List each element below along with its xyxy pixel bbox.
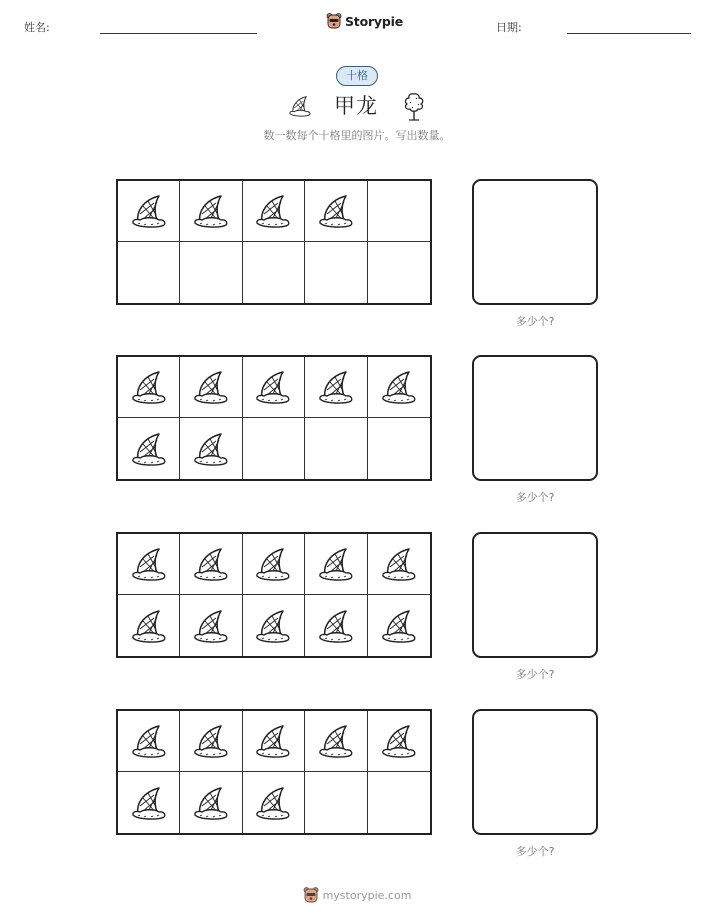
instructions: 数一数每个十格里的图片。写出数量。 (263, 129, 451, 142)
ten-frame-cell (305, 772, 367, 833)
ten-frame-cell (368, 418, 430, 479)
ten-frame-cell (180, 772, 242, 833)
ankylosaurus-spike-icon (253, 784, 293, 822)
ten-frame-cell (305, 418, 367, 479)
ten-frame-cell (305, 711, 367, 772)
ten-frame-cell (368, 534, 430, 595)
ankylosaurus-spike-icon (191, 368, 231, 406)
ankylosaurus-spike-icon (316, 192, 356, 230)
bear-logo-icon (303, 886, 319, 904)
ten-frame-cell (118, 534, 180, 595)
footer (0, 886, 714, 904)
ten-frame (116, 709, 432, 835)
ten-frame-cell (305, 181, 367, 242)
name-field[interactable] (100, 33, 257, 34)
how-many-label: 多少个? (515, 491, 555, 504)
ankylosaurus-spike-icon (253, 607, 293, 645)
how-many-label: 多少个? (515, 668, 555, 681)
ankylosaurus-spike-icon (316, 722, 356, 760)
ten-frame-cell (118, 181, 180, 242)
ten-frame-cell (118, 418, 180, 479)
date-field[interactable] (567, 33, 691, 34)
how-many-label: 多少个? (515, 845, 555, 858)
ten-frame-cell (118, 711, 180, 772)
ten-frame-cell (243, 711, 305, 772)
ankylosaurus-spike-icon (191, 722, 231, 760)
ten-frame-cell (243, 181, 305, 242)
ten-frame-cell (118, 242, 180, 303)
ankylosaurus-spike-icon (129, 192, 169, 230)
ankylosaurus-spike-icon (129, 545, 169, 583)
ten-frame (116, 532, 432, 658)
tree-icon (400, 91, 428, 122)
ankylosaurus-spike-icon (191, 430, 231, 468)
ten-frame-cell (180, 242, 242, 303)
ankylosaurus-spike-icon (316, 545, 356, 583)
answer-box[interactable] (472, 709, 598, 835)
ankylosaurus-spike-icon (129, 784, 169, 822)
ankylosaurus-spike-icon (316, 607, 356, 645)
ten-frame-cell (180, 181, 242, 242)
ten-frame-cell (180, 418, 242, 479)
answer-box[interactable] (472, 179, 598, 305)
ten-frame-cell (180, 357, 242, 418)
bear-logo-icon (326, 12, 342, 30)
how-many-label: 多少个? (515, 315, 555, 328)
ankylosaurus-spike-icon (287, 94, 313, 118)
ankylosaurus-spike-icon (191, 192, 231, 230)
ten-frame-cell (243, 357, 305, 418)
ankylosaurus-spike-icon (379, 545, 419, 583)
answer-box[interactable] (472, 355, 598, 481)
ten-frame-cell (368, 181, 430, 242)
ankylosaurus-spike-icon (191, 545, 231, 583)
ankylosaurus-spike-icon (379, 722, 419, 760)
ten-frame-cell (243, 772, 305, 833)
ten-frame-cell (305, 242, 367, 303)
ten-frame-cell (243, 595, 305, 656)
ten-frame-cell (368, 595, 430, 656)
ankylosaurus-spike-icon (191, 784, 231, 822)
ten-frame-cell (243, 418, 305, 479)
ten-frame-cell (118, 357, 180, 418)
brand (326, 12, 403, 30)
ten-frame-cell (180, 595, 242, 656)
page-title: 甲龙 (334, 94, 378, 118)
ten-frame-cell (305, 357, 367, 418)
ankylosaurus-spike-icon (129, 722, 169, 760)
ten-frame-cell (180, 534, 242, 595)
ten-frame-cell (305, 595, 367, 656)
ten-frame-cell (180, 711, 242, 772)
ankylosaurus-spike-icon (253, 722, 293, 760)
answer-box[interactable] (472, 532, 598, 658)
worksheet-badge: 十格 (336, 66, 378, 86)
ankylosaurus-spike-icon (129, 430, 169, 468)
name-label: 姓名: (24, 21, 50, 34)
ankylosaurus-spike-icon (316, 368, 356, 406)
ten-frame-cell (368, 711, 430, 772)
ankylosaurus-spike-icon (379, 368, 419, 406)
ten-frame (116, 355, 432, 481)
ankylosaurus-spike-icon (253, 368, 293, 406)
ankylosaurus-spike-icon (379, 607, 419, 645)
date-label: 日期: (496, 21, 522, 34)
ankylosaurus-spike-icon (253, 545, 293, 583)
ten-frame-cell (368, 242, 430, 303)
ten-frame-cell (243, 242, 305, 303)
ankylosaurus-spike-icon (191, 607, 231, 645)
ten-frame-cell (118, 595, 180, 656)
ankylosaurus-spike-icon (129, 607, 169, 645)
ankylosaurus-spike-icon (129, 368, 169, 406)
ten-frame-cell (243, 534, 305, 595)
ten-frame (116, 179, 432, 305)
ten-frame-cell (368, 772, 430, 833)
brand-name: Storypie (345, 13, 403, 29)
ten-frame-cell (305, 534, 367, 595)
ten-frame-cell (368, 357, 430, 418)
ankylosaurus-spike-icon (253, 192, 293, 230)
ten-frame-cell (118, 772, 180, 833)
footer-url: mystorypie.com (322, 888, 412, 902)
